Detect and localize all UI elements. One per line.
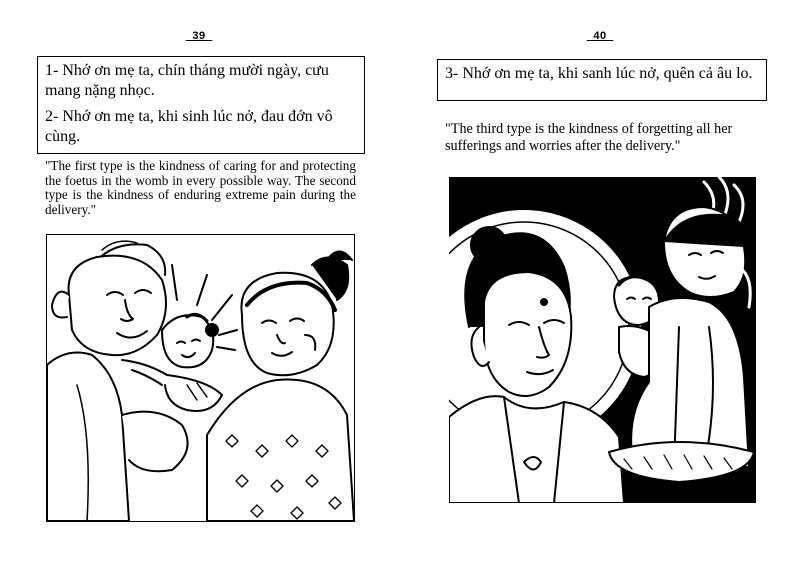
vietnamese-verse-box bbox=[437, 59, 767, 101]
parents-with-newborn-illustration bbox=[46, 234, 355, 522]
buddha-and-mother-illustration bbox=[449, 177, 756, 503]
page-40 bbox=[400, 0, 800, 566]
page-number: _40_ bbox=[586, 30, 614, 42]
verse-line-2: 2- Nhớ ơn mẹ ta, khi sinh lúc nở, đau đớn vô cùng. bbox=[45, 108, 333, 145]
verse-line-1: 1- Nhớ ơn mẹ ta, chín tháng mười ngày, cưu mang nặng nhọc. bbox=[45, 62, 329, 99]
english-quote: "The first type is the kindness of caring for and protecting the foetus in the womb in every possible way. The second type is the kindness of enduring extreme pain during the delivery." bbox=[45, 158, 356, 217]
page-number: _39_ bbox=[185, 30, 213, 42]
vietnamese-verse-box bbox=[37, 56, 365, 154]
verse-line-3: 3- Nhớ ơn mẹ ta, khi sanh lúc nở, quên cả âu lo. bbox=[445, 65, 753, 82]
english-quote: "The third type is the kindness of forgetting all her sufferings and worries after the delivery." bbox=[445, 121, 733, 154]
